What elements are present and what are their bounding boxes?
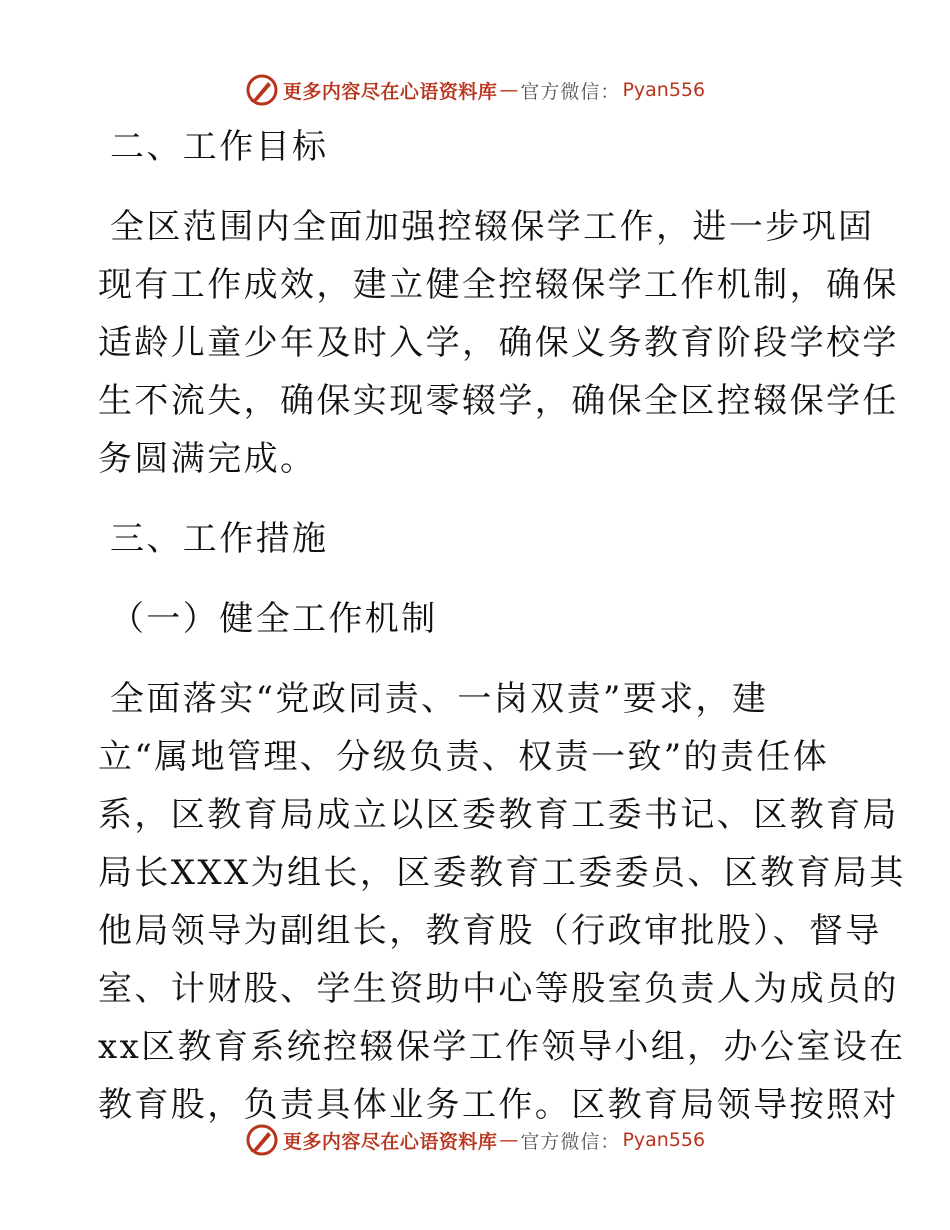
paragraph-line: 现有工作成效，建立健全控辍保学工作机制，确保 — [98, 265, 899, 305]
paragraph-line: 适龄儿童少年及时入学，确保义务教育阶段学校学 — [98, 323, 899, 363]
watermark-main-text: 更多内容尽在心语资料库 — [282, 80, 498, 103]
watermark-wechat-id: Pyan556 — [622, 1129, 706, 1151]
paragraph-line: xx区教育系统控辍保学工作领导小组，办公室设在 — [98, 1027, 906, 1067]
watermark-dash: — — [499, 79, 519, 101]
paragraph-line: 全区范围内全面加强控辍保学工作，进一步巩固 — [110, 207, 875, 247]
paragraph-line: 他局领导为副组长，教育股（行政审批股）、督导 — [98, 911, 882, 951]
paragraph-line: 系，区教育局成立以区委教育工委书记、区教育局 — [98, 795, 899, 835]
watermark-sub-text: 官方微信： — [520, 1130, 621, 1153]
goal-paragraph — [98, 198, 899, 488]
document-body — [98, 118, 906, 1134]
paragraph-line: 室、计财股、学生资助中心等股室负责人为成员的 — [98, 969, 899, 1009]
watermark-sub-text: 官方微信： — [520, 80, 621, 103]
quill-logo-icon — [245, 1123, 279, 1157]
section-heading: 三、工作措施 — [110, 519, 329, 559]
paragraph-line: 务圆满完成。 — [98, 439, 317, 479]
subsection-heading: （一）健全工作机制 — [110, 599, 438, 639]
watermark-main-text: 更多内容尽在心语资料库 — [282, 1130, 498, 1153]
quill-logo-icon — [245, 73, 279, 107]
paragraph-line: 立“属地管理、分级负责、权责一致”的责任体 — [98, 737, 830, 777]
paragraph-line: 全面落实“党政同责、一岗双责”要求，建 — [110, 679, 769, 719]
measure-paragraph — [98, 670, 906, 1134]
watermark-dash: — — [499, 1129, 519, 1151]
paragraph-line: 局长XXX为组长，区委教育工委委员、区教育局其 — [98, 853, 906, 893]
watermark-wechat-id: Pyan556 — [622, 79, 706, 101]
watermark-footer — [0, 1120, 950, 1160]
watermark-header — [0, 70, 950, 110]
paragraph-line: 教育股，负责具体业务工作。区教育局领导按照对 — [98, 1085, 899, 1125]
paragraph-line: 生不流失，确保实现零辍学，确保全区控辍保学任 — [98, 381, 899, 421]
section-heading: 二、工作目标 — [110, 127, 329, 167]
